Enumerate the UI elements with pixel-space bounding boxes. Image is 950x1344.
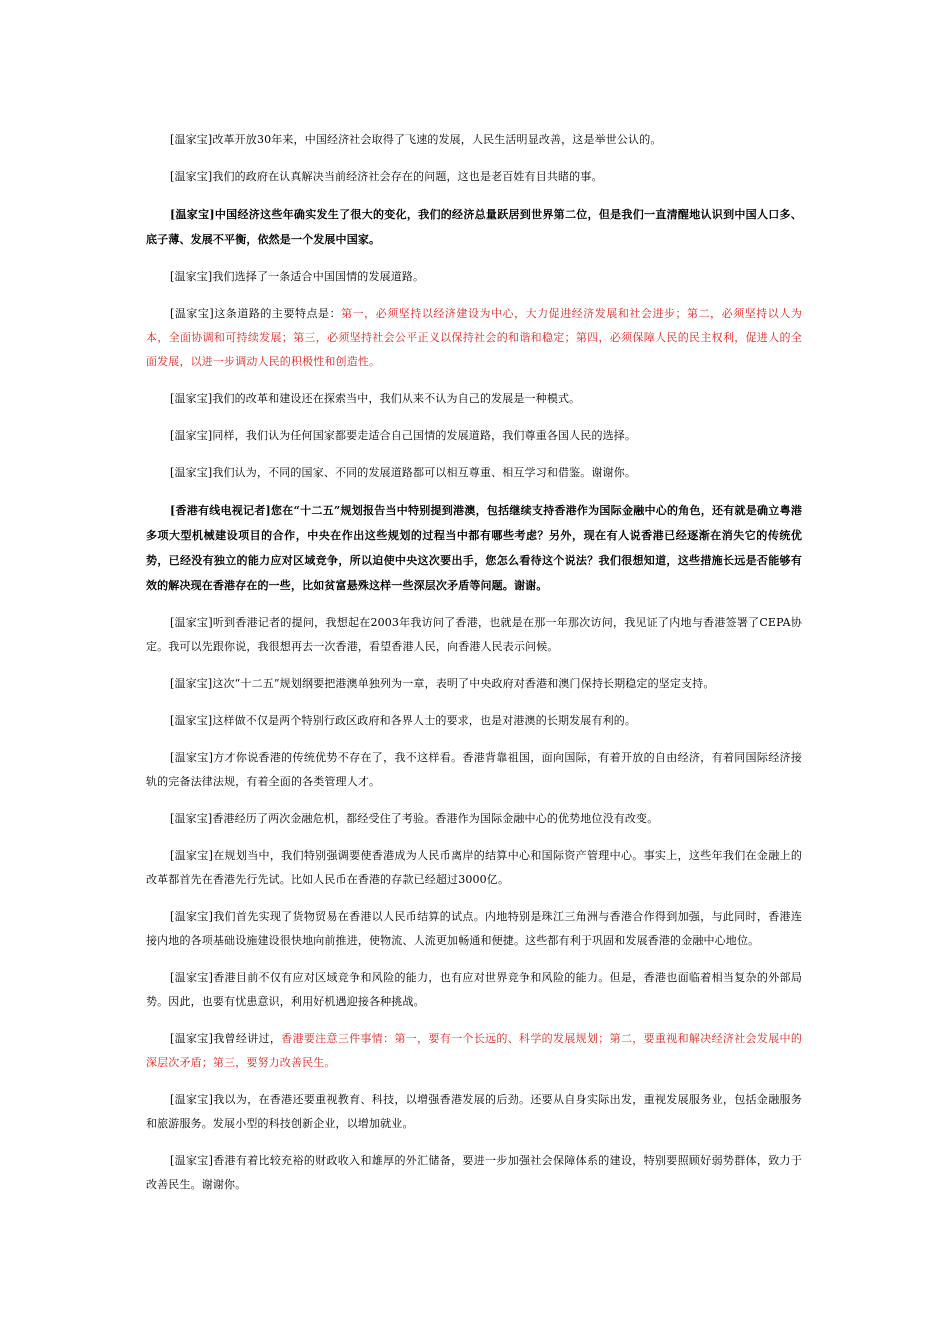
- speaker-label: [温家宝]: [170, 1093, 214, 1106]
- speaker-label: [温家宝]: [170, 170, 213, 183]
- speaker-label: [温家宝]: [170, 429, 213, 442]
- paragraph-text: 您在“十二五”规划报告当中特别提到港澳，包括继续支持香港作为国际金融中心的角色，还有就是确立粤港多项大型机械建设项目的合作，中央在作出这些规划的过程当中都有哪些考虑？另外，现在有人说香港已经逐渐在消失它的传统优势，已经没有独立的能力应对区域竞争，所以迫使中央这次要出手，您怎么看待这个说法？我们很想知道，这些措施长远是否能够有效的解决现在香港存在的一些，比如贫富悬殊这样一些深层次矛盾等问题。谢谢。: [146, 504, 802, 592]
- highlighted-text: 第一，必须坚持以经济建设为中心，大力促进经济发展和社会进步；第二，必须坚持以人为本，全面协调和可持续发展；第三，必须坚持社会公平正义以保持社会的和谐和稳定；第四，必须保障人民的民主权利，促进人的全面发展，以进一步调动人民的积极性和创造性。: [146, 307, 802, 368]
- speaker-label: [香港有线电视记者]: [170, 504, 271, 517]
- speaker-label: [温家宝]: [170, 971, 214, 984]
- paragraph-text: 我以为，在香港还要重视教育、科技，以增强香港发展的后劲。还要从自身实际出发，重视发展服务业，包括金融服务和旅游服务。发展小型的科技创新企业，以增加就业。: [146, 1093, 802, 1130]
- paragraph-text: 我们的改革和建设还在探索当中，我们从来不认为自己的发展是一种模式。: [212, 392, 581, 405]
- paragraph: [146, 672, 802, 696]
- paragraph: [146, 302, 802, 374]
- paragraph: [146, 709, 802, 733]
- paragraph: [146, 498, 802, 598]
- speaker-label: [温家宝]: [170, 270, 213, 283]
- paragraph-text: 香港经历了两次金融危机，都经受住了考验。香港作为国际金融中心的优势地位没有改变。: [212, 812, 659, 825]
- paragraph: [146, 807, 802, 831]
- paragraph-text: 这次“十二五”规划纲要把港澳单独列为一章，表明了中央政府对香港和澳门保持长期稳定的坚定支持。: [212, 677, 715, 690]
- paragraph: [146, 128, 802, 152]
- speaker-label: [温家宝]: [170, 677, 213, 690]
- paragraph-text: 改革开放30年来，中国经济社会取得了飞速的发展，人民生活明显改善，这是举世公认的。: [212, 133, 662, 146]
- paragraph-text: 我们选择了一条适合中国国情的发展道路。: [212, 270, 425, 283]
- speaker-label: [温家宝]: [170, 133, 213, 146]
- paragraph: [146, 905, 802, 953]
- speaker-label: [温家宝]: [170, 466, 213, 479]
- speaker-label: [温家宝]: [170, 849, 214, 862]
- paragraph-text: 中国经济这些年确实发生了很大的变化，我们的经济总量跃居到世界第二位，但是我们一直清醒地认识到中国人口多、底子薄、发展不平衡，依然是一个发展中国家。: [146, 208, 802, 246]
- paragraph: [146, 461, 802, 485]
- paragraph-text: 香港目前不仅有应对区域竞争和风险的能力，也有应对世界竞争和风险的能力。但是，香港也面临着相当复杂的外部局势。因此，也要有忧患意识，利用好机遇迎接各种挑战。: [146, 971, 802, 1008]
- paragraph-text: 方才你说香港的传统优势不存在了，我不这样看。香港背靠祖国，面向国际，有着开放的自由经济，有着同国际经济接轨的完备法律法规，有着全面的各类管理人才。: [146, 751, 802, 788]
- paragraph-text: 我们的政府在认真解决当前经济社会存在的问题，这也是老百姓有目共睹的事。: [212, 170, 603, 183]
- paragraph: [146, 844, 802, 892]
- paragraph-text: 香港有着比较充裕的财政收入和雄厚的外汇储备，要进一步加强社会保障体系的建设，特别要照顾好弱势群体，致力于改善民生。谢谢你。: [146, 1154, 802, 1191]
- speaker-label: [温家宝]: [170, 1032, 214, 1045]
- speaker-label: [温家宝]: [170, 910, 214, 923]
- paragraph-text: 我曾经讲过，: [213, 1032, 282, 1045]
- paragraph: [146, 1149, 802, 1197]
- paragraph-text: 这样做不仅是两个特别行政区政府和各界人士的要求，也是对港澳的长期发展有利的。: [212, 714, 637, 727]
- speaker-label: [温家宝]: [170, 812, 213, 825]
- paragraph: [146, 966, 802, 1014]
- speaker-label: [温家宝]: [170, 307, 214, 320]
- paragraph-text: 同样，我们认为任何国家都要走适合自己国情的发展道路，我们尊重各国人民的选择。: [212, 429, 637, 442]
- paragraph: [146, 1027, 802, 1075]
- paragraph: [146, 265, 802, 289]
- speaker-label: [温家宝]: [170, 616, 213, 629]
- speaker-label: [温家宝]: [170, 392, 213, 405]
- speaker-label: [温家宝]: [170, 714, 213, 727]
- paragraph: [146, 165, 802, 189]
- speaker-label: [温家宝]: [170, 1154, 214, 1167]
- highlighted-text: 香港要注意三件事情：第一，要有一个长远的、科学的发展规划；第二，要重视和解决经济社会发展中的深层次矛盾；第三，要努力改善民生。: [146, 1032, 802, 1069]
- paragraph-text: 在规划当中，我们特别强调要使香港成为人民币离岸的结算中心和国际资产管理中心。事实上，这些年我们在金融上的改革都首先在香港先行先试。比如人民币在香港的存款已经超过3000亿。: [146, 849, 802, 886]
- paragraph: [146, 387, 802, 411]
- paragraph-text: 我们认为，不同的国家、不同的发展道路都可以相互尊重、相互学习和借鉴。谢谢你。: [212, 466, 637, 479]
- paragraph: [146, 1088, 802, 1136]
- document-body: [146, 128, 802, 1210]
- paragraph-text: 我们首先实现了货物贸易在香港以人民币结算的试点。内地特别是珠江三角洲与香港合作得到加强，与此同时，香港连接内地的各项基础设施建设很快地向前推进，使物流、人流更加畅通和便捷。这些都有利于巩固和发展香港的金融中心地位。: [146, 910, 802, 947]
- paragraph: [146, 202, 802, 252]
- paragraph-text: 这条道路的主要特点是：: [213, 307, 342, 320]
- paragraph: [146, 611, 802, 659]
- paragraph: [146, 746, 802, 794]
- speaker-label: [温家宝]: [170, 208, 215, 221]
- paragraph: [146, 424, 802, 448]
- paragraph-text: 听到香港记者的提问，我想起在2003年我访问了香港，也就是在那一年那次访问，我见证了内地与香港签署了CEPA协定。我可以先跟你说，我很想再去一次香港，看望香港人民，向香港人民表示问候。: [146, 616, 802, 653]
- speaker-label: [温家宝]: [170, 751, 214, 764]
